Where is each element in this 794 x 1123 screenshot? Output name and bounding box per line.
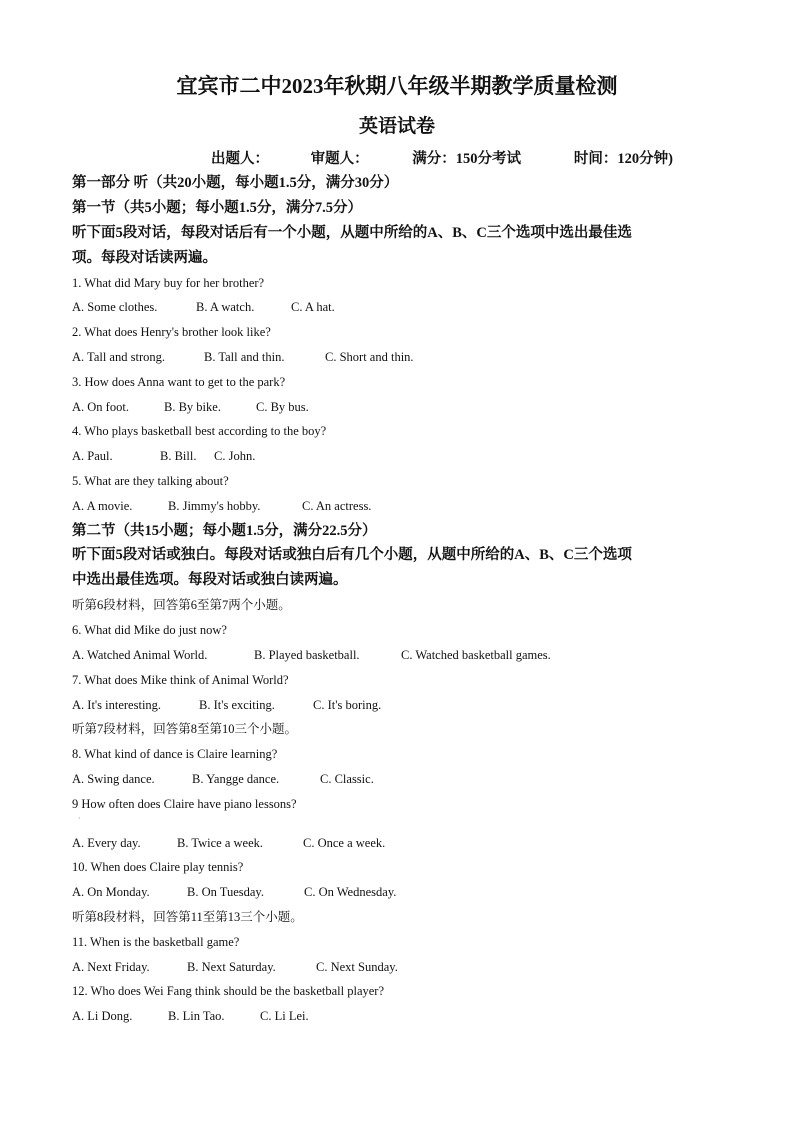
option-b: B. Lin Tao. [168,1009,225,1024]
question-8: 8. What kind of dance is Claire learning? [72,747,278,762]
question-11: 11. When is the basketball game? [72,934,240,949]
question-9: 9 How often does Claire have piano lessons? [72,796,297,811]
section2-title: 第二节（共15小题；每小题1.5分，满分22.5分） [72,522,377,539]
option-c: C. Short and thin. [325,349,414,364]
option-b: B. Tall and thin. [204,349,285,364]
spacer [72,817,722,831]
section2-instructions-line1: 听下面5段对话或独白。每段对话或独白后有几个小题，从题中所给的A、B、C三个选项 [72,547,632,564]
exam-content [72,171,722,1029]
option-c: C. John. [214,449,256,464]
section2-instructions-line2: 中选出最佳选项。每段对话或独白读两遍。 [72,572,348,589]
question-6: 6. What did Mike do just now? [72,623,227,638]
material-8-note: 听第8段材料，回答第11至第13三个小题。 [72,909,303,924]
option-b: B. A watch. [196,300,255,315]
question-1: 1. What did Mary buy for her brother? [72,275,265,290]
question-9-options [72,831,722,856]
option-a: A. Tall and strong. [72,349,165,364]
question-1-options [72,295,722,320]
option-c: C. Li Lei. [260,1009,309,1024]
exam-info-line [0,147,794,168]
material-6-note: 听第6段材料，回答第6至第7两个小题。 [72,598,291,613]
scan-speck: · [78,814,81,823]
option-c: C. A hat. [291,300,335,315]
question-2: 2. What does Henry's brother look like? [72,325,271,340]
section1-instructions-line1: 听下面5段对话，每段对话后有一个小题，从题中所给的A、B、C三个选项中选出最佳选 [72,224,632,241]
question-4: 4. Who plays basketball best according to the boy? [72,424,327,439]
setter-label: 出题人： [211,151,270,167]
option-a: A. On Monday. [72,885,150,900]
option-b: B. Played basketball. [254,647,360,662]
option-c: C. Once a week. [303,835,386,850]
option-c: C. Watched basketball games. [401,647,551,662]
question-3: 3. How does Anna want to get to the park? [72,374,286,389]
section1-title: 第一节（共5小题；每小题1.5分，满分7.5分） [72,199,362,216]
question-6-options [72,643,722,668]
option-a: A. Swing dance. [72,771,155,786]
question-11-options [72,955,722,980]
question-2-options [72,345,722,370]
option-b: B. Jimmy's hobby. [168,498,261,513]
option-a: A. It's interesting. [72,697,162,712]
exam-subtitle: 英语试卷 [358,116,435,137]
option-c: C. It's boring. [313,697,382,712]
part1-title: 第一部分 听（共20小题，每小题1.5分，满分30分） [72,175,399,191]
question-10-options [72,880,722,905]
option-c: C. Classic. [320,771,374,786]
exam-title: 宜宾市二中2023年秋期八年级半期教学质量检测 [176,74,618,98]
question-5-options [72,494,722,519]
option-c: C. On Wednesday. [304,885,397,900]
question-10: 10. When does Claire play tennis? [72,860,244,875]
question-12: 12. Who does Wei Fang think should be the basketball player? [72,984,385,999]
section1-instructions-line2: 项。每段对话读两遍。 [72,249,217,266]
time-label: 时间：120分钟) [573,151,673,167]
option-a: A. A movie. [72,498,133,513]
option-c: C. By bus. [256,399,309,414]
question-7: 7. What does Mike think of Animal World? [72,672,289,687]
question-7-options [72,693,722,718]
question-4-options [72,444,722,469]
option-c: C. Next Sunday. [316,959,398,974]
option-b: B. It's exciting. [199,697,275,712]
question-12-options [72,1004,722,1029]
option-a: A. Next Friday. [72,959,150,974]
option-b: B. Bill. [160,449,197,464]
option-a: A. Li Dong. [72,1009,133,1024]
full-score-label: 满分：150分考试 [412,151,522,167]
option-b: B. Twice a week. [177,835,264,850]
option-c: C. An actress. [302,498,372,513]
option-a: A. Watched Animal World. [72,647,208,662]
option-a: A. Every day. [72,835,141,850]
option-b: B. Yangge dance. [192,771,280,786]
question-8-options [72,767,722,792]
option-b: B. By bike. [164,399,221,414]
material-7-note: 听第7段材料，回答第8至第10三个小题。 [72,722,298,737]
option-b: B. On Tuesday. [187,885,264,900]
option-b: B. Next Saturday. [187,959,276,974]
option-a: A. Paul. [72,449,113,464]
option-a: A. On foot. [72,399,129,414]
option-a: A. Some clothes. [72,300,158,315]
reviewer-label: 审题人： [310,151,369,167]
question-5: 5. What are they talking about? [72,473,229,488]
question-3-options [72,395,722,420]
